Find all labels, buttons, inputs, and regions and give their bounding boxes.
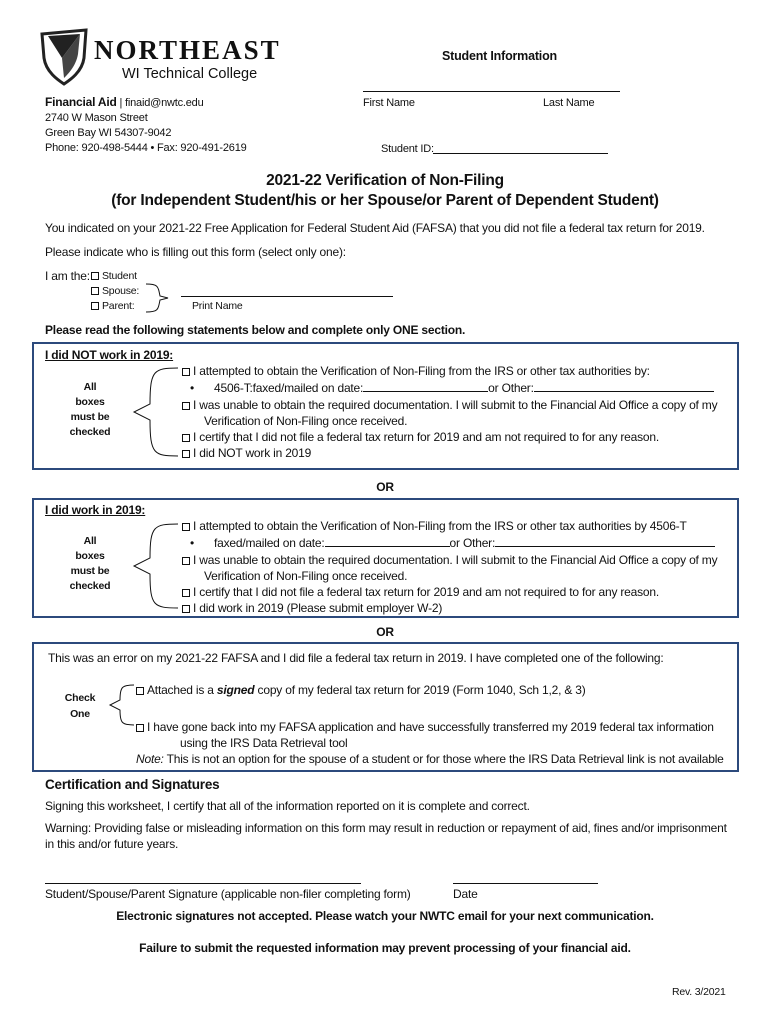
cert-heading: Certification and Signatures — [45, 777, 220, 792]
item-text: I did work in 2019 (Please submit employer W-2) — [193, 601, 443, 615]
side-word: boxes — [75, 550, 105, 562]
option-text-post: copy of my federal tax return for 2019 (Form 1040, Sch 1,2, & 3) — [257, 683, 586, 697]
side-word: All — [83, 381, 97, 393]
option-student[interactable] — [91, 270, 137, 282]
student-id-label: Student ID: — [381, 143, 434, 155]
item-text: I attempted to obtain the Verification of Non-Filing from the IRS or other tax authorities by: — [193, 364, 650, 378]
checkbox[interactable] — [136, 687, 144, 695]
revision-label: Rev. 3/2021 — [672, 986, 726, 998]
student-id-field[interactable] — [433, 153, 608, 154]
section2-item-certify[interactable] — [182, 585, 659, 599]
item-text: I certify that I did not file a federal tax return for 2019 and am not required to for any reason. — [193, 585, 660, 599]
section3-intro: This was an error on my 2021-22 FAFSA and I did file a federal tax return in 2019. I have completed one of the following: — [48, 651, 664, 665]
brace-icon — [120, 364, 180, 460]
section1-side-label — [60, 381, 120, 438]
checkbox[interactable] — [182, 368, 190, 376]
student-info-title: Student Information — [442, 49, 557, 63]
side-word: Check — [64, 692, 96, 704]
i-am-label: I am the: — [45, 269, 90, 283]
checkbox[interactable] — [91, 287, 99, 295]
section2-item-work[interactable] — [182, 601, 442, 615]
section1-item-nowork[interactable] — [182, 446, 311, 460]
checkbox[interactable] — [182, 557, 190, 565]
date-label: Date — [453, 887, 478, 901]
checkbox[interactable] — [136, 724, 144, 732]
side-word: checked — [69, 426, 111, 438]
signed-emphasis: signed — [216, 683, 255, 697]
name-line[interactable] — [363, 91, 620, 92]
brace-icon — [120, 520, 180, 612]
signature-label: Student/Spouse/Parent Signature (applicable non-filer completing form) — [45, 887, 411, 901]
date-field[interactable] — [363, 391, 488, 392]
signature-field[interactable] — [45, 883, 361, 884]
section3-side-label — [52, 692, 108, 720]
option-spouse-label: Spouse: — [102, 285, 140, 297]
section3-note — [136, 752, 724, 766]
brace-icon — [104, 682, 136, 728]
failure-notice: Failure to submit the requested information may prevent processing of your financial aid. — [139, 941, 631, 955]
item-text: I attempted to obtain the Verification of Non-Filing from the IRS or other tax authorities by 4506-T — [193, 519, 687, 533]
bullet-text-b: or Other: — [449, 536, 496, 550]
address-line-1: 2740 W Mason Street — [45, 112, 148, 124]
checkbox[interactable] — [91, 272, 99, 280]
checkbox[interactable] — [182, 402, 190, 410]
bullet-text-b: or Other: — [488, 381, 534, 395]
item-text: I was unable to obtain the required documentation. I will submit to the Financial Aid Office a copy of my — [193, 398, 718, 412]
electronic-notice: Electronic signatures not accepted. Please watch your NWTC email for your next communication. — [116, 909, 654, 923]
item-text: I did NOT work in 2019 — [193, 446, 312, 460]
print-name-label: Print Name — [192, 300, 243, 312]
section2-heading: I did work in 2019: — [45, 503, 146, 517]
form-subtitle: (for Independent Student/his or her Spouse/or Parent of Dependent Student) — [111, 192, 659, 209]
option-parent-label: Parent: — [102, 300, 135, 312]
section3-option-drt-cont: using the IRS Data Retrieval tool — [180, 736, 348, 750]
form-title: 2021-22 Verification of Non-Filing — [266, 172, 504, 189]
section1-bullet: • 4506-T:faxed/mailed on date: or Other: — [190, 381, 730, 395]
section3-option-drt[interactable] — [136, 720, 714, 734]
option-parent[interactable] — [91, 300, 134, 312]
college-name: NORTHEAST — [94, 35, 281, 65]
other-field[interactable] — [495, 546, 715, 547]
section1-item-unable[interactable] — [182, 398, 717, 412]
section1-heading: I did NOT work in 2019: — [45, 348, 174, 362]
print-name-field[interactable] — [181, 296, 393, 297]
brace-icon — [144, 282, 180, 314]
side-word: All — [83, 535, 97, 547]
section1-item-attempted[interactable] — [182, 364, 650, 378]
instructions: Please read the following statements below and complete only ONE section. — [45, 323, 466, 337]
note-text: This is not an option for the spouse of a student or for those where the IRS Data Retrieval link is not available — [166, 752, 724, 766]
section2-side-label — [60, 535, 120, 592]
checkbox[interactable] — [182, 450, 190, 458]
section2-item-attempted[interactable] — [182, 519, 687, 533]
or-divider-2: OR — [376, 625, 394, 639]
intro-paragraph-1: You indicated on your 2021-22 Free Application for Federal Student Aid (FAFSA) that you did not file a federal tax return for 2019. — [45, 221, 705, 235]
college-logo — [40, 28, 290, 88]
checkbox[interactable] — [182, 589, 190, 597]
side-word: One — [70, 708, 90, 720]
section2-bullet: • faxed/mailed on date: or Other: — [190, 536, 730, 550]
other-field[interactable] — [534, 391, 714, 392]
office-email: finaid@nwtc.edu — [125, 97, 204, 109]
address-line-2: Green Bay WI 54307-9042 — [45, 127, 172, 139]
side-word: boxes — [75, 396, 105, 408]
note-label: Note: — [136, 752, 164, 766]
college-subname: WI Technical College — [122, 66, 258, 82]
option-text: I have gone back into my FAFSA application and have successfully transferred my 2019 federal tax information — [147, 720, 714, 734]
option-text-pre: Attached is a — [147, 683, 214, 697]
side-word: must be — [70, 411, 110, 423]
intro-paragraph-2: Please indicate who is filling out this form (select only one): — [45, 245, 346, 259]
or-divider-1: OR — [376, 480, 394, 494]
section1-item-unable-cont: Verification of Non-Filing once received. — [204, 414, 408, 428]
side-word: checked — [69, 580, 111, 592]
date-field[interactable] — [325, 546, 450, 547]
contact-block: Financial Aid | finaid@nwtc.edu 2740 W Mason Street Green Bay WI 54307-9042 Phone: 920-498-5444 • Fax: 920-491-2619 — [45, 96, 345, 155]
item-text: I was unable to obtain the required documentation. I will submit to the Financial Aid Office a copy of my — [193, 553, 718, 567]
phone-fax: Phone: 920-498-5444 • Fax: 920-491-2619 — [45, 142, 247, 154]
checkbox[interactable] — [182, 523, 190, 531]
cert-warning-2: in this and/or future years. — [45, 837, 179, 851]
cert-paragraph-1: Signing this worksheet, I certify that all of the information reported on it is complete and correct. — [45, 799, 530, 813]
section1-item-certify[interactable] — [182, 430, 659, 444]
cert-warning-1: Warning: Providing false or misleading information on this form may result in reduction or repayment of aid, fines and/or imprisonment — [45, 821, 727, 835]
item-text: I certify that I did not file a federal tax return for 2019 and am not required to for any reason. — [193, 430, 660, 444]
section2-item-unable[interactable] — [182, 553, 717, 567]
bullet-text-a: 4506-T:faxed/mailed on date: — [214, 381, 364, 395]
logo-shield-icon — [40, 28, 90, 86]
checkbox[interactable] — [91, 302, 99, 310]
date-field[interactable] — [453, 883, 598, 884]
checkbox[interactable] — [182, 605, 190, 613]
bullet-text-a: faxed/mailed on date: — [214, 536, 325, 550]
last-name-label: Last Name — [543, 97, 595, 109]
first-name-label: First Name — [363, 97, 415, 109]
section3-option-attached[interactable] — [136, 683, 586, 697]
office-name: Financial Aid — [45, 95, 117, 109]
option-spouse[interactable] — [91, 285, 139, 297]
side-word: must be — [70, 565, 110, 577]
option-student-label: Student — [102, 270, 137, 282]
section2-item-unable-cont: Verification of Non-Filing once received. — [204, 569, 408, 583]
checkbox[interactable] — [182, 434, 190, 442]
